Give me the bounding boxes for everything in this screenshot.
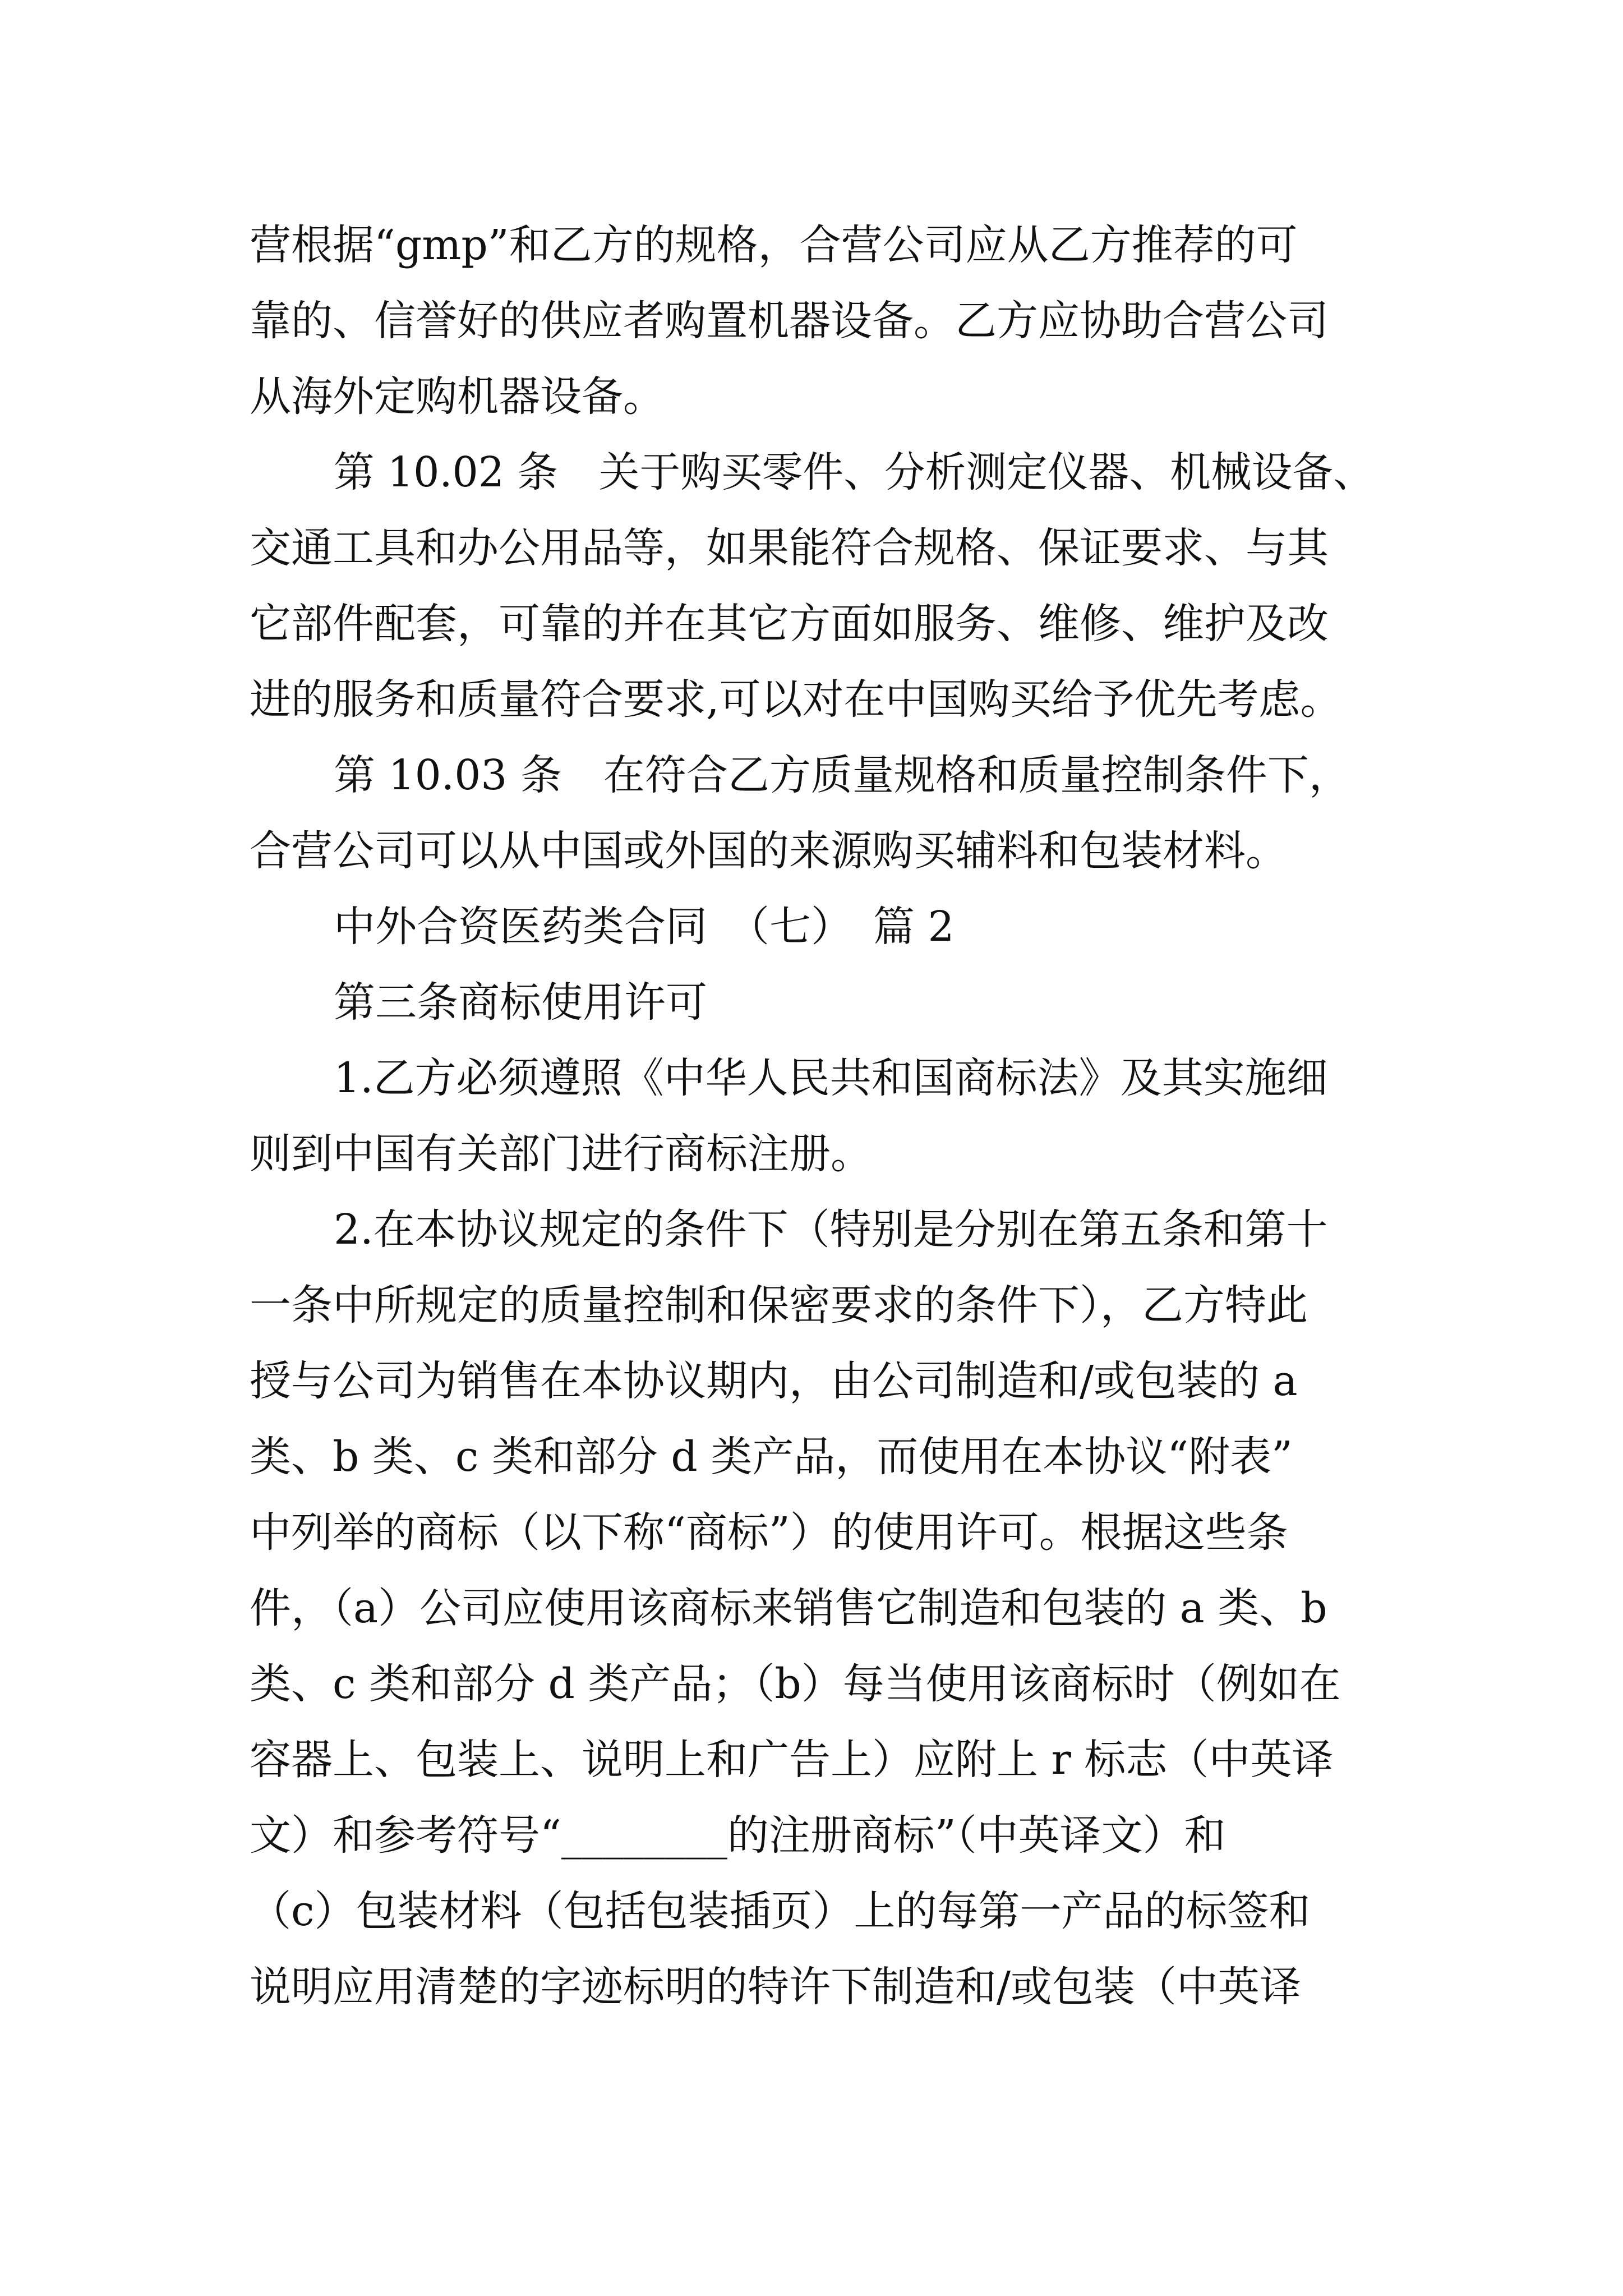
text-line: 说明应用清楚的字迹标明的特许下制造和/或包装（中英译 xyxy=(250,1963,1301,2011)
text-line: 则到中国有关部门进行商标注册。 xyxy=(250,1130,872,1178)
text-line: 进的服务和质量符合要求,可以对在中国购买给予优先考虑。 xyxy=(250,675,1342,724)
text-line: 它部件配套，可靠的并在其它方面如服务、维修、维护及改 xyxy=(250,600,1329,648)
section-title: 第三条商标使用许可 xyxy=(334,978,707,1027)
numbered-paragraph: 2.在本协议规定的条件下（特别是分别在第五条和第十 xyxy=(334,1205,1328,1254)
numbered-paragraph: 1.乙方必须遵照《中华人民共和国商标法》及其实施细 xyxy=(334,1054,1328,1102)
article-heading: 第 10.02 条 关于购买零件、分析测定仪器、机械设备、 xyxy=(334,448,1374,496)
text-line: 交通工具和办公用品等，如果能符合规格、保证要求、与其 xyxy=(250,524,1329,572)
section-title: 中外合资医药类合同 （七） 篇 2 xyxy=(334,903,955,951)
text-line: 营根据“gmp”和乙方的规格，合营公司应从乙方推荐的可 xyxy=(250,221,1298,269)
text-line: （c）包装材料（包括包装插页）上的每第一产品的标签和 xyxy=(250,1887,1311,1935)
article-heading: 第 10.03 条 在符合乙方质量规格和质量控制条件下， xyxy=(334,751,1350,799)
text-line: 类、c 类和部分 d 类产品；（b）每当使用该商标时（例如在 xyxy=(250,1660,1341,1708)
text-line: 合营公司可以从中国或外国的来源购买辅料和包装材料。 xyxy=(250,827,1287,875)
text-line: 一条中所规定的质量控制和保密要求的条件下），乙方特此 xyxy=(250,1281,1308,1329)
text-line: 文）和参考符号“________的注册商标”（中英译文）和 xyxy=(250,1811,1226,1860)
text-line: 中列举的商标（以下称“商标”）的使用许可。根据这些条 xyxy=(250,1508,1288,1557)
text-line: 授与公司为销售在本协议期内，由公司制造和/或包装的 a xyxy=(250,1357,1298,1405)
text-line: 件，（a）公司应使用该商标来销售它制造和包装的 a 类、b xyxy=(250,1584,1327,1632)
text-line: 类、b 类、c 类和部分 d 类产品，而使用在本协议“附表” xyxy=(250,1433,1293,1481)
text-line: 靠的、信誉好的供应者购置机器设备。乙方应协助合营公司 xyxy=(250,297,1329,345)
text-line: 从海外定购机器设备。 xyxy=(250,372,665,421)
text-line: 容器上、包装上、说明上和广告上）应附上 r 标志（中英译 xyxy=(250,1736,1334,1784)
